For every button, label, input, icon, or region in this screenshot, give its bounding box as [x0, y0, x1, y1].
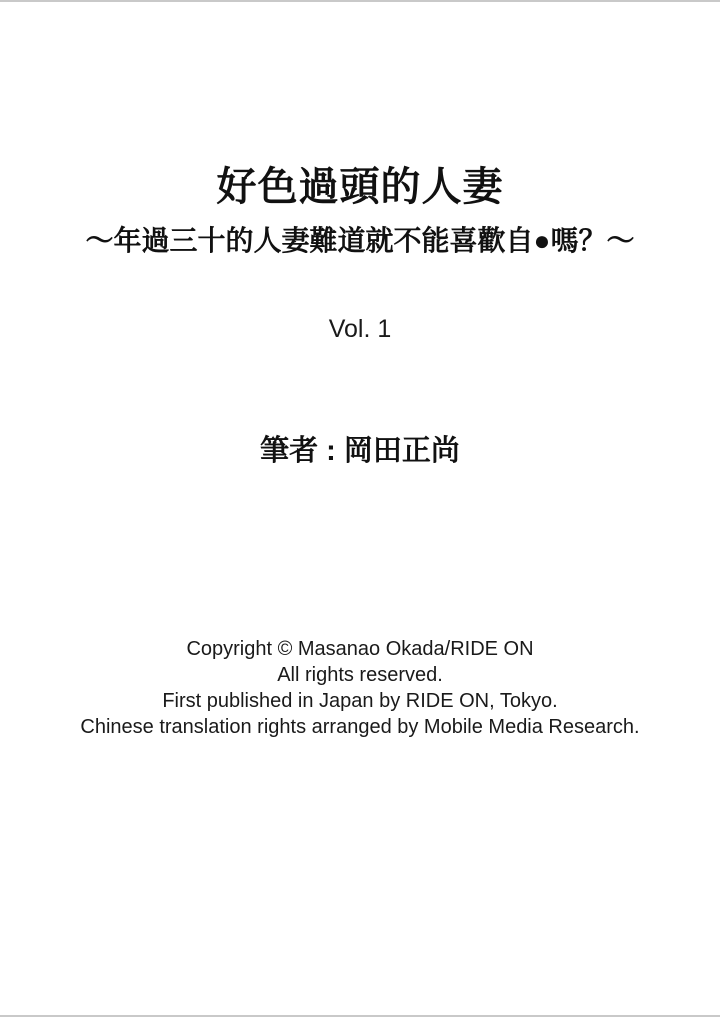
copyright-line-rights: All rights reserved. [277, 664, 443, 686]
book-subtitle: ～年過三十的人妻難道就不能喜歡自●嗎？～ [85, 225, 635, 256]
copyright-line-translation: Chinese translation rights arranged by Mobile Media Research. [80, 716, 640, 738]
copyright-line-holder: Copyright © Masanao Okada/RIDE ON [186, 638, 534, 660]
author-credit: 筆者 : 岡田正尚 [260, 435, 460, 467]
volume-label: Vol. 1 [328, 315, 392, 343]
copyright-block [0, 636, 720, 740]
copyright-line-publisher: First published in Japan by RIDE ON, Tokyo. [162, 690, 558, 712]
book-title: 好色過頭的人妻 [216, 165, 504, 209]
page-edge-top-line [0, 0, 720, 2]
